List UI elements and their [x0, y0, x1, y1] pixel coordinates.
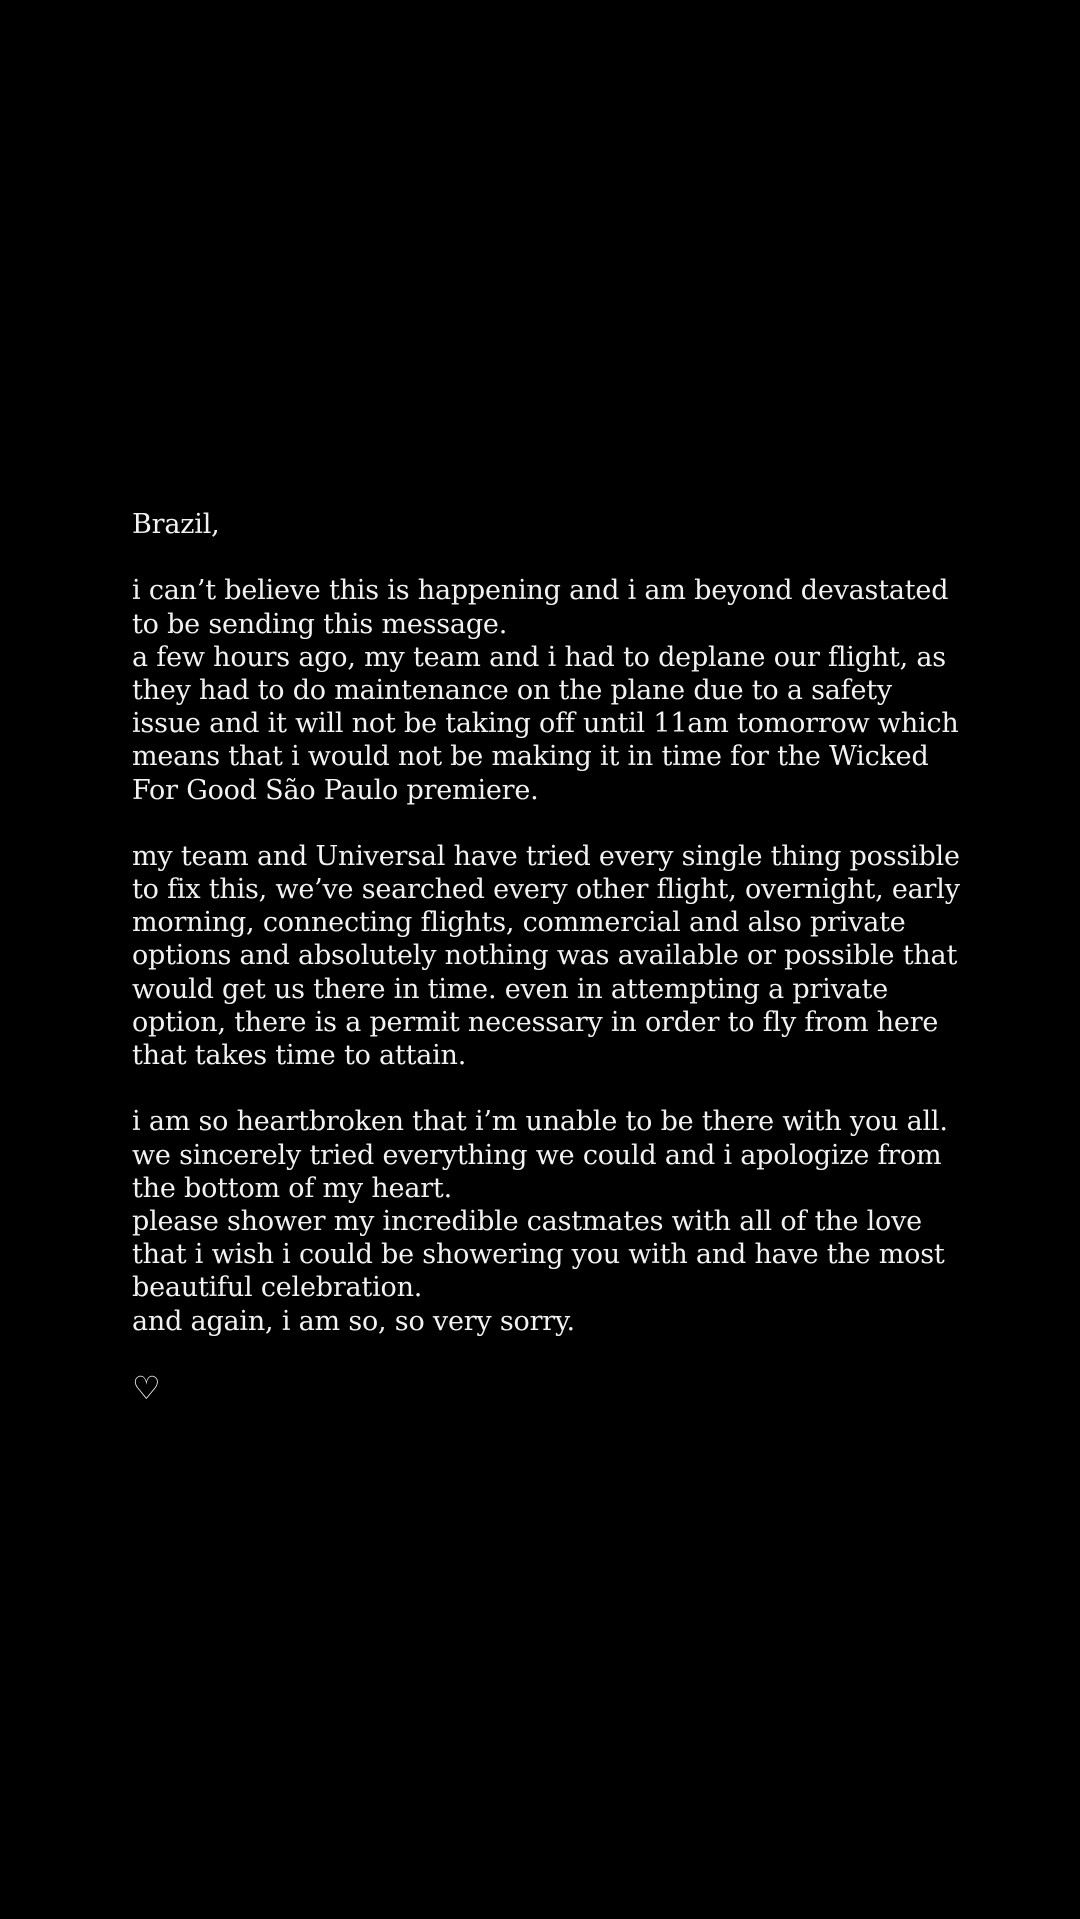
paragraph-1	[132, 574, 959, 806]
paragraph-line: issue and it will not be taking off until 11am tomorrow which	[132, 708, 959, 740]
paragraph-line: morning, connecting flights, commercial and also private	[132, 907, 906, 939]
paragraph-line: the bottom of my heart.	[132, 1172, 452, 1204]
paragraph-line: beautiful celebration.	[132, 1272, 423, 1304]
paragraph-line: we sincerely tried everything we could and i apologize from	[132, 1139, 942, 1171]
paragraph-spacer	[132, 1072, 952, 1105]
heart-outline-icon: ♡	[132, 1368, 161, 1407]
paragraph-spacer	[132, 541, 952, 574]
paragraph-3	[132, 1105, 952, 1337]
paragraph-line: a few hours ago, my team and i had to deplane our flight, as	[132, 641, 946, 673]
paragraph-line: options and absolutely nothing was available or possible that	[132, 940, 958, 972]
paragraph-line: option, there is a permit necessary in order to fly from here	[132, 1006, 939, 1038]
message-note	[132, 508, 960, 1407]
paragraph-line: that takes time to attain.	[132, 1040, 467, 1071]
paragraph-line: and again, i am so, so very sorry.	[132, 1305, 575, 1337]
paragraph-line: would get us there in time. even in attempting a private	[132, 973, 888, 1005]
paragraph-line: means that i would not be making it in time for the Wicked	[132, 741, 929, 773]
paragraph-line: please shower my incredible castmates with all of the love	[132, 1205, 922, 1237]
paragraph-spacer	[132, 807, 952, 840]
paragraph-line: my team and Universal have tried every single thing possible	[132, 840, 960, 872]
paragraph-line: i am so heartbroken that i’m unable to be there with you all.	[132, 1106, 948, 1138]
paragraph-line: they had to do maintenance on the plane due to a safety	[132, 674, 892, 706]
paragraph-2	[132, 840, 960, 1072]
paragraph-line: that i wish i could be showering you with and have the most	[132, 1239, 945, 1271]
paragraph-line: For Good São Paulo premiere.	[132, 774, 539, 806]
paragraph-line: to fix this, we’ve searched every other flight, overnight, early	[132, 874, 960, 906]
greeting: Brazil,	[132, 509, 220, 540]
paragraph-line: i can’t believe this is happening and i am beyond devastated	[132, 575, 949, 607]
paragraph-line: to be sending this message.	[132, 608, 508, 640]
